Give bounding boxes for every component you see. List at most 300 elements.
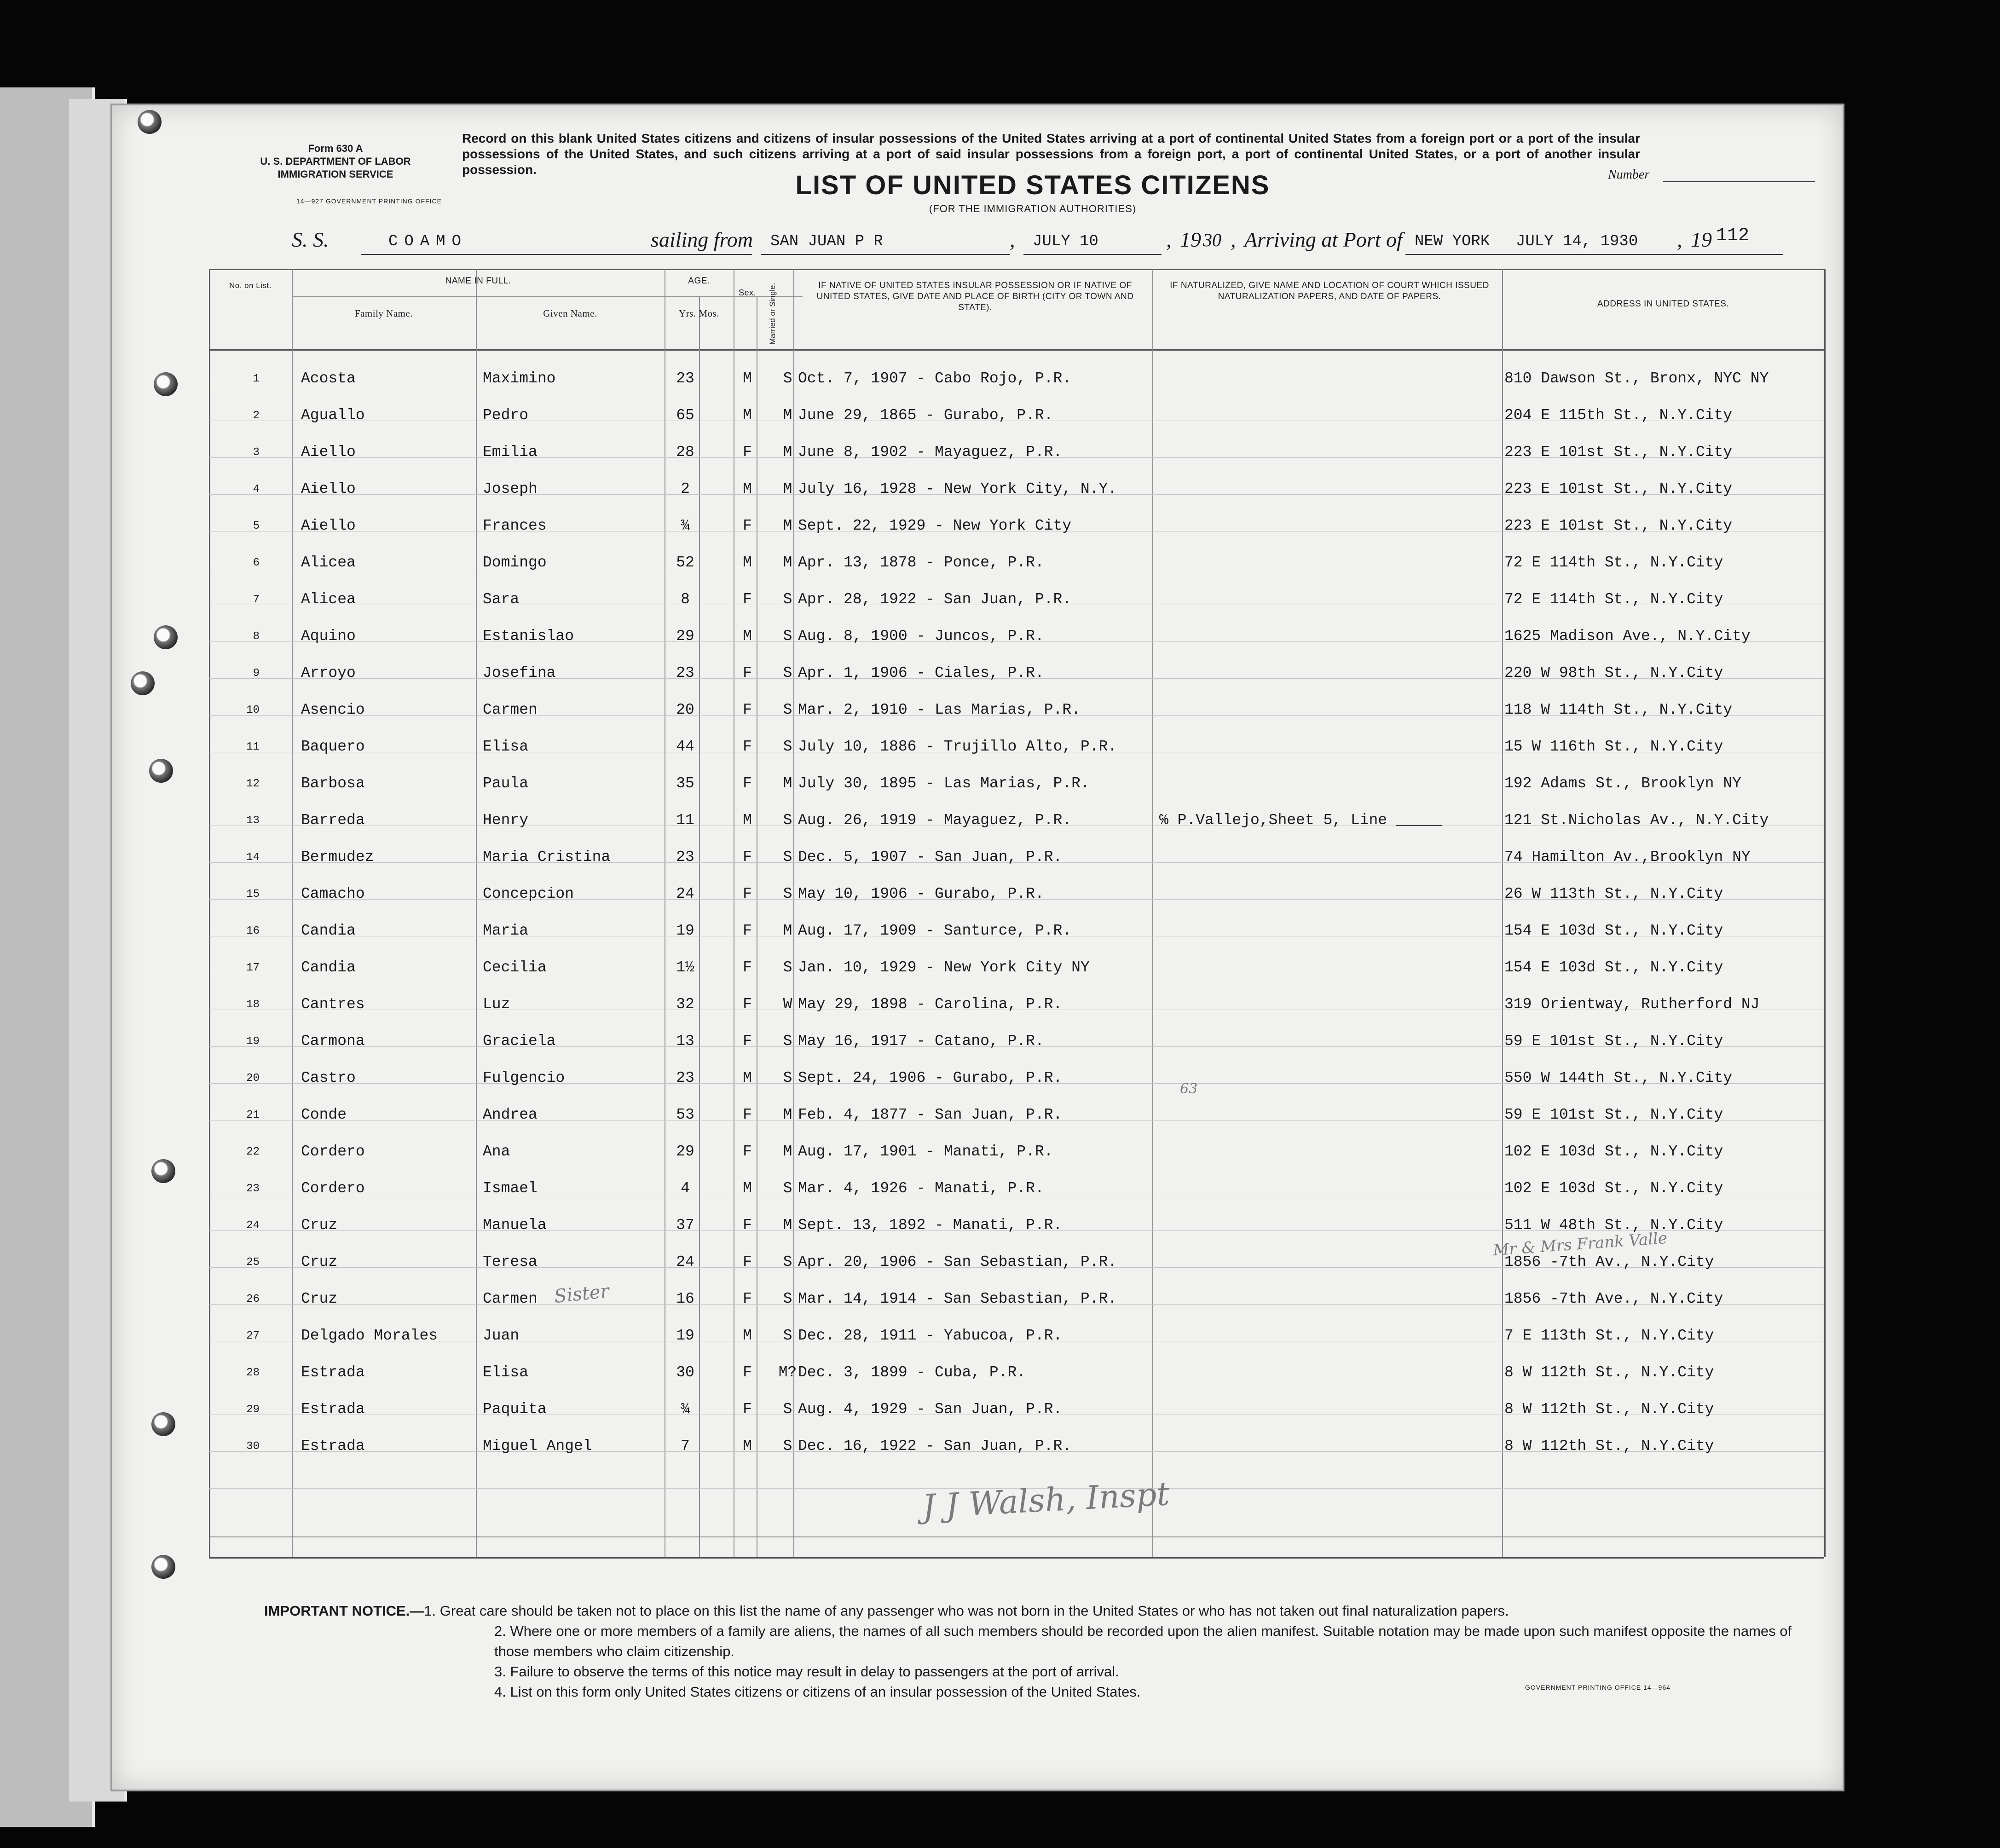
address: 511 W 48th St., N.Y.City	[1504, 1217, 1723, 1234]
sex: M	[743, 1438, 752, 1455]
header-sex: Sex.	[738, 288, 757, 297]
given-name: Manuela	[483, 1217, 547, 1234]
birth-info: Apr. 20, 1906 - San Sebastian, P.R.	[798, 1253, 1117, 1270]
year-suffix-1: 30	[1203, 230, 1221, 250]
row-number: 3	[253, 446, 260, 459]
birth-info: July 30, 1895 - Las Marias, P.R.	[798, 775, 1090, 792]
department-name: U. S. DEPARTMENT OF LABOR	[260, 156, 411, 167]
birth-info: Aug. 8, 1900 - Juncos, P.R.	[798, 628, 1044, 645]
sex: F	[743, 1253, 752, 1270]
marital-status: S	[783, 591, 792, 608]
table-row	[112, 444, 1843, 480]
age: 65	[676, 407, 694, 424]
sex: M	[743, 480, 752, 497]
birth-info: Apr. 13, 1878 - Ponce, P.R.	[798, 554, 1044, 571]
marital-status: M	[783, 922, 792, 939]
family-name: Alicea	[301, 554, 356, 571]
row-number: 24	[246, 1219, 260, 1232]
address: 72 E 114th St., N.Y.City	[1504, 554, 1723, 571]
table-row	[112, 996, 1843, 1033]
given-name: Graciela	[483, 1033, 556, 1050]
year-prefix-2: 19	[1691, 228, 1712, 251]
row-number: 11	[246, 741, 260, 753]
marital-status: M	[783, 1217, 792, 1234]
table-row	[112, 1069, 1843, 1106]
address: 154 E 103d St., N.Y.City	[1504, 959, 1723, 976]
address: 8 W 112th St., N.Y.City	[1504, 1438, 1714, 1455]
birth-info: Mar. 14, 1914 - San Sebastian, P.R.	[798, 1290, 1117, 1307]
table-row	[112, 1253, 1843, 1290]
given-name: Ismael	[483, 1180, 538, 1197]
given-name: Juan	[483, 1327, 520, 1344]
address: 59 E 101st St., N.Y.City	[1504, 1033, 1723, 1050]
age: 28	[676, 444, 694, 461]
address: 74 Hamilton Av.,Brooklyn NY	[1504, 849, 1751, 866]
manifest-sheet	[110, 104, 1844, 1791]
given-name: Maximino	[483, 370, 556, 387]
age: 24	[676, 885, 694, 902]
family-name: Candia	[301, 959, 356, 976]
family-name: Carmona	[301, 1033, 365, 1050]
sex: F	[743, 517, 752, 534]
family-name: Aguallo	[301, 407, 365, 424]
notice-item-2: 2. Where one or more members of a family are aliens, the names of all such members should be recorded upon the alien manifest. Suitable notation may be made upon such manifest opposite the names of those members who claim citizenship.	[494, 1623, 1792, 1659]
age: 19	[676, 1327, 694, 1344]
table-row	[112, 812, 1843, 849]
sex: M	[743, 407, 752, 424]
marital-status: S	[783, 885, 792, 902]
given-name: Paquita	[483, 1401, 547, 1418]
table-row	[112, 922, 1843, 959]
row-number: 18	[246, 999, 260, 1011]
sex: F	[743, 1401, 752, 1418]
address: 192 Adams St., Brooklyn NY	[1504, 775, 1741, 792]
header-name-in-full: NAME IN FULL.	[445, 276, 511, 286]
row-number: 27	[246, 1330, 260, 1342]
sex: F	[743, 664, 752, 681]
marital-status: S	[783, 701, 792, 718]
family-name: Aiello	[301, 444, 356, 461]
age: 23	[676, 370, 694, 387]
marital-status: S	[783, 959, 792, 976]
handwritten-margin-number: 63	[1180, 1081, 1198, 1097]
given-name: Luz	[483, 996, 510, 1013]
age: 24	[676, 1253, 694, 1270]
header-yrs-mos: Yrs. Mos.	[679, 308, 719, 319]
page-subtitle: (FOR THE IMMIGRATION AUTHORITIES)	[929, 203, 1137, 214]
age: 30	[676, 1364, 694, 1381]
family-name: Barreda	[301, 812, 365, 829]
arriving-label: Arriving at Port of	[1244, 228, 1403, 251]
address: 26 W 113th St., N.Y.City	[1504, 885, 1723, 902]
handwritten-sister: Sister	[553, 1280, 610, 1308]
marital-status: M	[783, 775, 792, 792]
notice-lead: IMPORTANT NOTICE.—	[264, 1603, 424, 1619]
ss-label: S. S.	[292, 228, 329, 251]
row-number: 28	[246, 1367, 260, 1379]
notice-item-3: 3. Failure to observe the terms of this notice may result in delay to passengers at the port of arrival.	[494, 1663, 1119, 1680]
family-name: Castro	[301, 1069, 356, 1086]
header-native-birth: IF NATIVE OF UNITED STATES INSULAR POSSESSION OR IF NATIVE OF UNITED STATES, GIVE DATE AND PLACE OF BIRTH (CITY OR TOWN AND STATE).	[816, 281, 1134, 312]
given-name: Miguel Angel	[483, 1438, 592, 1455]
notice-item-1: 1. Great care should be taken not to place on this list the name of any passenger who was not born in the United States or who has not taken out final naturalization papers.	[424, 1603, 1509, 1619]
sex: F	[743, 1033, 752, 1050]
given-name: Teresa	[483, 1253, 538, 1270]
family-name: Estrada	[301, 1401, 365, 1418]
birth-info: July 10, 1886 - Trujillo Alto, P.R.	[798, 738, 1117, 755]
family-name: Aquino	[301, 628, 356, 645]
given-name: Carmen	[483, 1290, 538, 1307]
address: 220 W 98th St., N.Y.City	[1504, 664, 1723, 681]
table-row	[112, 517, 1843, 554]
family-name: Camacho	[301, 885, 365, 902]
row-number: 14	[246, 851, 260, 864]
age: 4	[681, 1180, 690, 1197]
given-name: Maria Cristina	[483, 849, 611, 866]
row-number: 4	[253, 483, 260, 496]
page-number: 112	[1716, 225, 1750, 246]
given-name: Henry	[483, 812, 529, 829]
family-name: Cruz	[301, 1217, 338, 1234]
age: ¾	[681, 1401, 690, 1418]
given-name: Domingo	[483, 554, 547, 571]
marital-status: M	[783, 1106, 792, 1123]
address: 7 E 113th St., N.Y.City	[1504, 1327, 1714, 1344]
birth-info: Aug. 26, 1919 - Mayaguez, P.R.	[798, 812, 1072, 829]
table-row	[112, 738, 1843, 775]
family-name: Asencio	[301, 701, 365, 718]
birth-info: Mar. 4, 1926 - Manati, P.R.	[798, 1180, 1044, 1197]
row-number: 21	[246, 1109, 260, 1121]
sex: F	[743, 1217, 752, 1234]
sex: M	[743, 1069, 752, 1086]
sex: F	[743, 959, 752, 976]
age: 13	[676, 1033, 694, 1050]
address: 102 E 103d St., N.Y.City	[1504, 1143, 1723, 1160]
header-no: No. on List.	[229, 281, 272, 290]
birth-info: Sept. 13, 1892 - Manati, P.R.	[798, 1217, 1063, 1234]
address: 550 W 144th St., N.Y.City	[1504, 1069, 1733, 1086]
row-number: 30	[246, 1440, 260, 1453]
row-number: 17	[246, 962, 260, 974]
row-number: 2	[253, 410, 260, 422]
given-name: Maria	[483, 922, 529, 939]
address: 8 W 112th St., N.Y.City	[1504, 1364, 1714, 1381]
family-name: Barbosa	[301, 775, 365, 792]
table-row	[112, 1401, 1843, 1438]
record-instructions: Record on this blank United States citizens and citizens of insular possessions of the United States arriving at a port of continental United States from a foreign port or a port of the insular possessions of the United States, and such citizens arriving at a port of said insular possessions from a foreign port, a port of continental United States, or a port of another insular possession.	[462, 131, 1640, 177]
table-row	[112, 1438, 1843, 1474]
family-name: Aiello	[301, 517, 356, 534]
address: 1856 -7th Ave., N.Y.City	[1504, 1290, 1723, 1307]
row-number: 9	[253, 667, 260, 680]
table-row	[112, 591, 1843, 628]
form-number: Form 630 A	[308, 143, 363, 154]
family-name: Cruz	[301, 1290, 338, 1307]
marital-status: S	[783, 1401, 792, 1418]
address: 121 St.Nicholas Av., N.Y.City	[1504, 812, 1769, 829]
row-number: 8	[253, 630, 260, 643]
table-row	[112, 1180, 1843, 1217]
table-row	[112, 1364, 1843, 1401]
header-address: ADDRESS IN UNITED STATES.	[1597, 299, 1729, 309]
table-row	[112, 1290, 1843, 1327]
inspector-signature: J J Walsh, Inspt	[921, 1474, 1171, 1526]
birth-info: May 16, 1917 - Catano, P.R.	[798, 1033, 1044, 1050]
row-number: 25	[246, 1256, 260, 1269]
naturalization: ℅ P.Vallejo,Sheet 5, Line _____	[1159, 812, 1442, 829]
table-row	[112, 885, 1843, 922]
marital-status: S	[783, 1290, 792, 1307]
age: 19	[676, 922, 694, 939]
age: 23	[676, 1069, 694, 1086]
sex: F	[743, 1106, 752, 1123]
birth-info: Dec. 3, 1899 - Cuba, P.R.	[798, 1364, 1026, 1381]
row-number: 23	[246, 1183, 260, 1195]
notice-item-4: 4. List on this form only United States citizens or citizens of an insular possession of the United States.	[494, 1684, 1141, 1700]
birth-info: Dec. 28, 1911 - Yabucoa, P.R.	[798, 1327, 1063, 1344]
address: 1856 -7th Av., N.Y.City	[1504, 1253, 1714, 1270]
row-number: 13	[246, 814, 260, 827]
family-name: Estrada	[301, 1438, 365, 1455]
marital-status: S	[783, 628, 792, 645]
sex: F	[743, 1290, 752, 1307]
row-number: 29	[246, 1403, 260, 1416]
marital-status: M	[783, 1143, 792, 1160]
sex: F	[743, 701, 752, 718]
given-name: Emilia	[483, 444, 538, 461]
sex: M	[743, 628, 752, 645]
number-label: Number	[1608, 167, 1650, 182]
sex: F	[743, 444, 752, 461]
row-number: 26	[246, 1293, 260, 1305]
marital-status: S	[783, 1069, 792, 1086]
birth-info: Feb. 4, 1877 - San Juan, P.R.	[798, 1106, 1063, 1123]
row-number: 20	[246, 1072, 260, 1085]
address: 15 W 116th St., N.Y.City	[1504, 738, 1723, 755]
sex: F	[743, 922, 752, 939]
row-number: 12	[246, 778, 260, 790]
birth-info: Mar. 2, 1910 - Las Marias, P.R.	[798, 701, 1081, 718]
age: 53	[676, 1106, 694, 1123]
sex: F	[743, 1143, 752, 1160]
age: 23	[676, 849, 694, 866]
given-name: Concepcion	[483, 885, 574, 902]
age: 35	[676, 775, 694, 792]
birth-info: Apr. 1, 1906 - Ciales, P.R.	[798, 664, 1044, 681]
age: 52	[676, 554, 694, 571]
marital-status: S	[783, 1180, 792, 1197]
row-number: 5	[253, 520, 260, 532]
sex: M	[743, 1327, 752, 1344]
page-title: LIST OF UNITED STATES CITIZENS	[795, 170, 1270, 200]
birth-info: June 8, 1902 - Mayaguez, P.R.	[798, 444, 1063, 461]
given-name: Fulgencio	[483, 1069, 565, 1086]
sex: F	[743, 849, 752, 866]
marital-status: S	[783, 812, 792, 829]
table-row	[112, 407, 1843, 444]
age: 7	[681, 1438, 690, 1455]
given-name: Andrea	[483, 1106, 538, 1123]
table-row	[112, 370, 1843, 407]
age: 2	[681, 480, 690, 497]
age: 23	[676, 664, 694, 681]
age: 1½	[676, 959, 694, 976]
marital-status: M	[783, 554, 792, 571]
given-name: Carmen	[483, 701, 538, 718]
address: 102 E 103d St., N.Y.City	[1504, 1180, 1723, 1197]
row-number: 1	[253, 373, 260, 385]
birth-info: Aug. 4, 1929 - San Juan, P.R.	[798, 1401, 1063, 1418]
address: 118 W 114th St., N.Y.City	[1504, 701, 1733, 718]
given-name: Elisa	[483, 1364, 529, 1381]
given-name: Ana	[483, 1143, 510, 1160]
row-number: 22	[246, 1146, 260, 1158]
birth-info: Dec. 16, 1922 - San Juan, P.R.	[798, 1438, 1072, 1455]
family-name: Acosta	[301, 370, 356, 387]
sex: M	[743, 554, 752, 571]
handwritten-frank-valle: Mr & Mrs Frank Valle	[1492, 1229, 1668, 1260]
header-family-name: Family Name.	[354, 308, 413, 319]
birth-info: May 29, 1898 - Carolina, P.R.	[798, 996, 1063, 1013]
address: 204 E 115th St., N.Y.City	[1504, 407, 1733, 424]
sex: M	[743, 1180, 752, 1197]
address: 223 E 101st St., N.Y.City	[1504, 444, 1733, 461]
header-naturalized: IF NATURALIZED, GIVE NAME AND LOCATION OF COURT WHICH ISSUED NATURALIZATION PAPERS, AND DATE OF PAPERS.	[1170, 281, 1489, 301]
family-name: Baquero	[301, 738, 365, 755]
from-port: SAN JUAN P R	[770, 233, 883, 250]
marital-status: M?	[778, 1364, 797, 1381]
birth-info: June 29, 1865 - Gurabo, P.R.	[798, 407, 1053, 424]
address: 810 Dawson St., Bronx, NYC NY	[1504, 370, 1769, 387]
age: 16	[676, 1290, 694, 1307]
service-name: IMMIGRATION SERVICE	[277, 168, 393, 180]
depart-date: JULY 10	[1033, 233, 1098, 250]
given-name: Josefina	[483, 664, 556, 681]
marital-status: S	[783, 1033, 792, 1050]
given-name: Paula	[483, 775, 529, 792]
birth-info: Jan. 10, 1929 - New York City NY	[798, 959, 1090, 976]
row-number: 15	[246, 888, 260, 901]
family-name: Cruz	[301, 1253, 338, 1270]
birth-info: Apr. 28, 1922 - San Juan, P.R.	[798, 591, 1072, 608]
table-row	[112, 1327, 1843, 1364]
marital-status: S	[783, 1327, 792, 1344]
table-row	[112, 701, 1843, 738]
table-row	[112, 959, 1843, 996]
table-row	[112, 554, 1843, 591]
age: 37	[676, 1217, 694, 1234]
sailing-from-label: sailing from	[651, 228, 753, 251]
birth-info: Sept. 24, 1906 - Gurabo, P.R.	[798, 1069, 1063, 1086]
given-name: Frances	[483, 517, 547, 534]
marital-status: M	[783, 517, 792, 534]
given-name: Pedro	[483, 407, 529, 424]
header-given-name: Given Name.	[543, 308, 597, 319]
given-name: Joseph	[483, 480, 538, 497]
family-name: Conde	[301, 1106, 347, 1123]
row-number: 10	[246, 704, 260, 716]
address: 223 E 101st St., N.Y.City	[1504, 517, 1733, 534]
header-age: AGE.	[688, 276, 710, 286]
row-number: 19	[246, 1035, 260, 1048]
voyage-line: S. S. COAMO sailing from SAN JUAN P R , JULY 10 , 19 30 , Arriving at Port of NEW YORK JULY 14, 1930 , 19 112	[112, 223, 1843, 260]
marital-status: S	[783, 1253, 792, 1270]
family-name: Cordero	[301, 1180, 365, 1197]
marital-status: M	[783, 480, 792, 497]
table-row	[112, 1143, 1843, 1180]
sex: F	[743, 885, 752, 902]
given-name: Estanislao	[483, 628, 574, 645]
sex: F	[743, 775, 752, 792]
given-name: Sara	[483, 591, 520, 608]
address: 8 W 112th St., N.Y.City	[1504, 1401, 1714, 1418]
birth-info: Oct. 7, 1907 - Cabo Rojo, P.R.	[798, 370, 1072, 387]
address: 319 Orientway, Rutherford NJ	[1504, 996, 1760, 1013]
given-name: Cecilia	[483, 959, 547, 976]
age: 29	[676, 1143, 694, 1160]
birth-info: Aug. 17, 1909 - Santurce, P.R.	[798, 922, 1072, 939]
family-name: Cordero	[301, 1143, 365, 1160]
marital-status: S	[783, 664, 792, 681]
table-row	[112, 664, 1843, 701]
age: 29	[676, 628, 694, 645]
gpo-imprint-bottom: GOVERNMENT PRINTING OFFICE 14—964	[1525, 1684, 1671, 1691]
address: 1625 Madison Ave., N.Y.City	[1504, 628, 1751, 645]
family-name: Delgado Morales	[301, 1327, 438, 1344]
age: 8	[681, 591, 690, 608]
age: 20	[676, 701, 694, 718]
table-row	[112, 628, 1843, 664]
marital-status: S	[783, 738, 792, 755]
birth-info: Sept. 22, 1929 - New York City	[798, 517, 1072, 534]
table-row	[112, 480, 1843, 517]
birth-info: July 16, 1928 - New York City, N.Y.	[798, 480, 1117, 497]
family-name: Arroyo	[301, 664, 356, 681]
marital-status: M	[783, 407, 792, 424]
birth-info: Aug. 17, 1901 - Manati, P.R.	[798, 1143, 1053, 1160]
family-name: Bermudez	[301, 849, 374, 866]
arrive-date: JULY 14, 1930	[1516, 233, 1638, 250]
family-name: Cantres	[301, 996, 365, 1013]
sex: F	[743, 1364, 752, 1381]
header-married-single: Married or Single.	[768, 283, 777, 345]
sex: M	[743, 370, 752, 387]
sex: F	[743, 996, 752, 1013]
row-number: 16	[246, 925, 260, 937]
table-row	[112, 1033, 1843, 1069]
ship-name: COAMO	[388, 233, 468, 250]
address: 72 E 114th St., N.Y.City	[1504, 591, 1723, 608]
sex: F	[743, 738, 752, 755]
table-row	[112, 849, 1843, 885]
address: 59 E 101st St., N.Y.City	[1504, 1106, 1723, 1123]
marital-status: M	[783, 444, 792, 461]
table-row	[112, 1106, 1843, 1143]
family-name: Alicea	[301, 591, 356, 608]
row-number: 6	[253, 557, 260, 569]
marital-status: W	[783, 996, 792, 1013]
marital-status: S	[783, 1438, 792, 1455]
birth-info: Dec. 5, 1907 - San Juan, P.R.	[798, 849, 1063, 866]
family-name: Candia	[301, 922, 356, 939]
sex: M	[743, 812, 752, 829]
gpo-imprint-top: 14—927 GOVERNMENT PRINTING OFFICE	[296, 197, 442, 205]
marital-status: S	[783, 849, 792, 866]
age: 32	[676, 996, 694, 1013]
address: 223 E 101st St., N.Y.City	[1504, 480, 1733, 497]
row-number: 7	[253, 594, 260, 606]
